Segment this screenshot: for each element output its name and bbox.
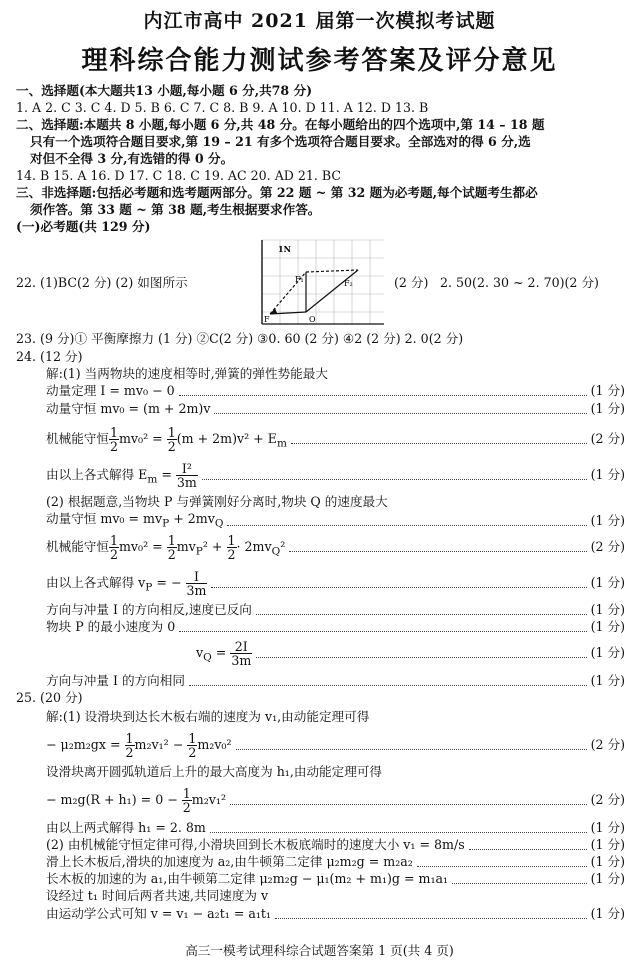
q24-line-direction-reversed: 方向与冲量 I 的方向相反,速度已反向 (1 分) — [46, 602, 625, 617]
q22-part3-answer: 2. 50(2. 30 ~ 2. 70)(2 分) — [440, 275, 599, 290]
q25-line-a1: 长木板的加速的为 a₁,由牛顿第二定律 μ₂m₂g − μ₁(m₂ + m₁)g = m₁a₁ (1 分) — [46, 871, 625, 886]
part3-heading-line1: 三、非选择题:包括必考题和选考题两部分。第 22 题 ~ 第 32 题为必考题,每个试题考生都必 — [16, 185, 538, 200]
q25-line-work-energy-1: − μ₂m₂gx = $\frac{1}{2}$ m₂v₁² − $\frac{1}{2}$ m₂v₀² (2 分) — [46, 730, 625, 760]
q24-line-direction-same: 方向与冲量 I 的方向相同 (1 分) — [46, 673, 625, 688]
part2-answers: 14. B 15. A 16. D 17. C 18. C 19. AC 20. AD 21. BC — [16, 168, 342, 183]
q22-f-label: F — [264, 315, 270, 324]
q24-line-vp-result: 由以上各式解得 $v_P$ = − $\frac{I}{3m}$ (1 分) — [46, 568, 625, 598]
part3-heading-line2: 须作答。第 33 题 ~ 第 38 题,考生根据要求作答。 — [30, 202, 321, 217]
q23-answer: 23. (9 分)① 平衡摩擦力 (1 分) ②C(2 分) ③0. 60 (2 分) ④2 (2 分) 2. 0(2 分) — [16, 331, 464, 346]
q24-line-energy-conservation: 机械能守恒 $\frac{1}{2}$ mv₀² = $\frac{1}{2}$ $(m + 2m)v^2 + E_m$ (2 分) — [46, 424, 625, 454]
q22-scale-label: 1N — [278, 244, 291, 254]
q22-f2-label: F₂ — [344, 279, 353, 288]
q24-line-vq-result: $v_Q$ = $\frac{2I}{3m}$ (1 分) — [196, 638, 625, 668]
q24-line-momentum-theorem: 动量定理 I = mv₀ − 0 (1 分) — [46, 383, 625, 398]
page-footer: 高三一模考试理科综合试题答案第 1 页(共 4 页) — [185, 943, 454, 958]
q24-line-momentum-conservation: 动量守恒 mv₀ = (m + 2m)v (1 分) — [46, 401, 625, 416]
required-section-heading: (一)必考题(共 129 分) — [16, 219, 151, 234]
q25-line-a2: 滑上长木板后,滑块的加速度为 a₂,由牛顿第二定律 μ₂m₂g = m₂a₂ (1 分) — [46, 854, 625, 869]
part2-heading-line2: 只有一个选项符合题目要求,第 19 – 21 有多个选项符合题目要求。全部选对的得 6 分,选 — [30, 134, 531, 149]
part2-heading-line1: 二、选择题:本题共 8 小题,每小题 6 分,共 48 分。在每小题给出的四个选项中,第 14 – 18 题 — [16, 117, 545, 132]
q24-line-max-elastic-energy: 由以上各式解得 $E_m$ = $\frac{\text{I²}}{3m}$ (1 分) — [46, 460, 625, 490]
q25-line-h1-result: 由以上两式解得 h₁ = 2. 8m (1 分) — [46, 820, 625, 835]
q24-line-min-speed: 物块 P 的最小速度为 0 (1 分) — [46, 619, 625, 634]
q22-o-label: O — [309, 315, 316, 324]
exam-title: 内江市高中 2021 届第一次模拟考试题 — [143, 10, 496, 32]
q25-line-v1: (2) 由机械能守恒定律可得,小滑块回到长木板底端时的速度大小 v₁ = 8m/s (1 分) — [46, 837, 625, 852]
q24-step2-intro: (2) 根据题意,当物块 P 与弹簧刚好分离时,物块 Q 的速度最大 — [46, 494, 388, 509]
q25-step1-second-intro: 设滑块离开圆弧轨道后上升的最大高度为 h₁,由动能定理可得 — [46, 764, 383, 779]
answer-key-title: 理科综合能力测试参考答案及评分意见 — [81, 46, 558, 76]
part2-heading-line3: 对但不全得 3 分,有选错的得 0 分。 — [30, 151, 234, 166]
part1-answers: 1. A 2. C 3. C 4. D 5. B 6. C 7. C 8. B 9. A 10. D 11. A 12. D 13. B — [16, 100, 429, 115]
q22-text: 22. (1)BC(2 分) (2) 如图所示 — [16, 275, 188, 290]
q25-line-common-speed: 设经过 t₁ 时间后两者共速,共同速度为 v — [46, 888, 269, 903]
q24-step1-intro: 解:(1) 当两物块的速度相等时,弹簧的弹性势能最大 — [46, 366, 328, 381]
q25-heading: 25. (20 分) — [16, 690, 83, 705]
q24-line-energy-conservation-2: 机械能守恒 $\frac{1}{2}$ mv₀² = $\frac{1}{2}$ $mv_P^2$ + $\frac{1}{2}$ · $2mv_Q^2$ (2 分) — [46, 532, 625, 562]
q22-force-diagram — [258, 238, 388, 326]
q22-f1-label: F₁ — [295, 275, 304, 284]
q25-step1-intro: 解:(1) 设滑块到达长木板右端的速度为 v₁,由动能定理可得 — [46, 709, 370, 724]
q25-line-kinematics: 由运动学公式可知 v = v₁ − a₂t₁ = a₁t₁ (1 分) — [46, 906, 625, 921]
q24-line-momentum-conservation-2: 动量守恒 $mv_0 = mv_P + 2mv_Q$ (1 分) — [46, 511, 625, 530]
q25-line-work-energy-2: − m₂g(R + h₁) = 0 − $\frac{1}{2}$ m₂v₁² (2 分) — [46, 785, 625, 815]
q24-heading: 24. (12 分) — [16, 349, 83, 364]
part1-heading: 一、选择题(本大题共13 小题,每小题 6 分,共78 分) — [16, 83, 313, 98]
q22-figure-score: (2 分) — [394, 275, 429, 290]
